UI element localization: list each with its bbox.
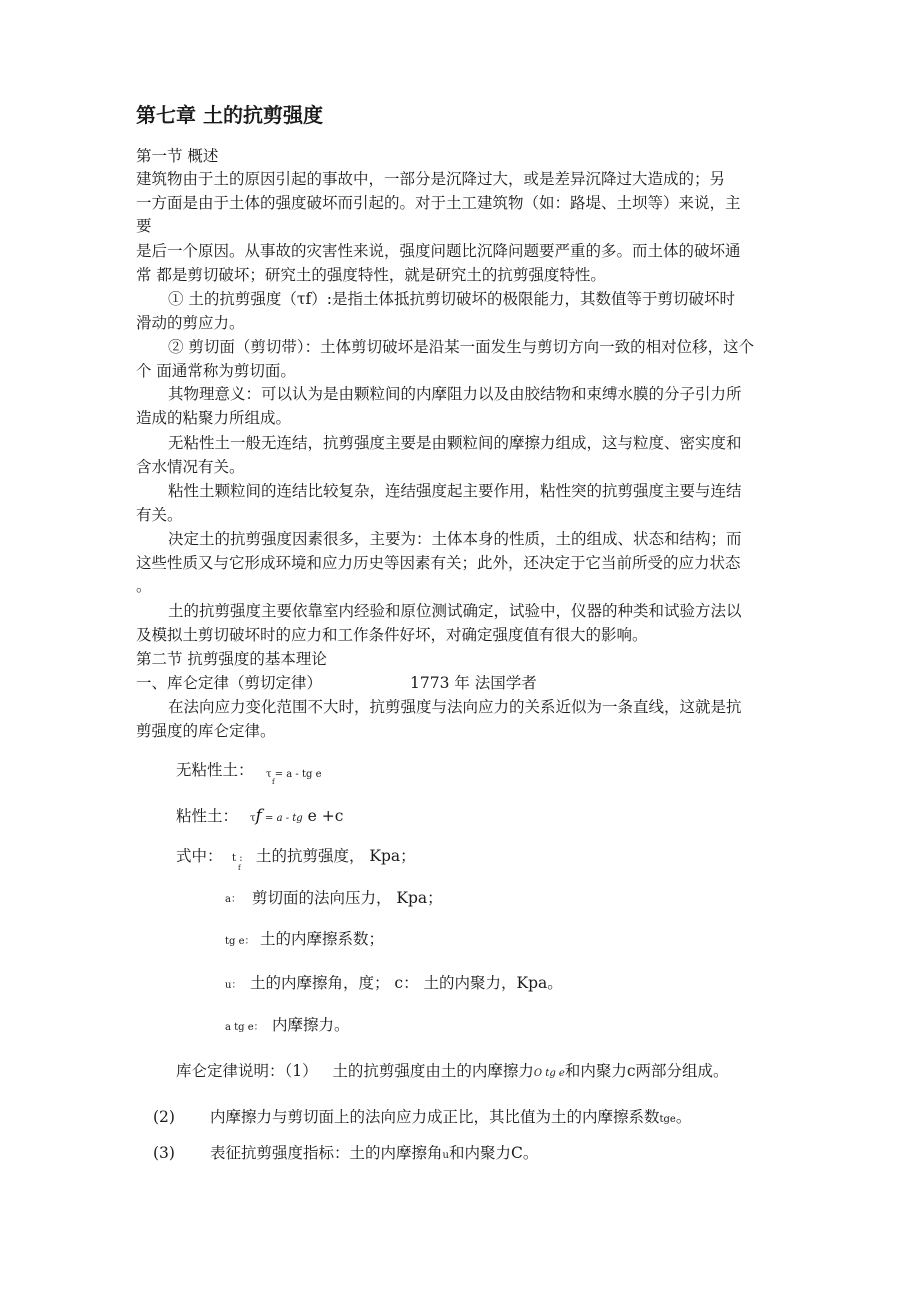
where-label: 式中： <box>176 847 223 865</box>
coulomb-law-heading: 一、库仑定律（剪切定律） <box>136 674 323 692</box>
item-2-end: 。 <box>675 1108 692 1126</box>
definition-shear-strength: ① 土的抗剪强度（τf）:是指土体抵抗剪切破坏的极限能力，其数值等于剪切破坏时 <box>168 290 735 308</box>
section1-heading: 第一节 概述 <box>136 147 219 165</box>
paragraph-line: 是后一个原因。从事故的灾害性来说，强度问题比沉降问题要严重的多。而土体的破坏通 <box>136 242 741 260</box>
paragraph-line: 要 <box>136 217 152 235</box>
paragraph-line: 一方面是由于土体的强度破坏而引起的。对于土工建筑物（如：路堤、土坝等）来说，主 <box>136 194 741 212</box>
item-3-symbol: u <box>442 1150 449 1161</box>
paragraph-line: 及模拟土剪切破坏时的应力和工作条件好坏，对确定强度值有很大的影响。 <box>136 626 648 644</box>
paragraph-line: 在法向应力变化范围不大时，抗剪强度与法向应力的关系近似为一条直线，这就是抗 <box>168 698 742 716</box>
paragraph-line: 。 <box>136 577 152 595</box>
formula-cohesionless-subscript: f <box>272 778 275 786</box>
paragraph-line: 其物理意义：可以认为是由颗粒间的内摩阻力以及由胶结物和束缚水膜的分子引力所 <box>168 385 742 403</box>
coulomb-explain-3 <box>210 1143 538 1166</box>
formula-cohesive-expr: = a - tg <box>261 813 303 824</box>
coulomb-explain-1 <box>176 1061 729 1084</box>
def-friction-force: 内摩擦力。 <box>272 1016 350 1034</box>
tau-symbol: τ <box>250 813 256 824</box>
paragraph-line: 个 面通常称为剪切面。 <box>136 362 296 380</box>
f-symbol: f <box>255 806 262 826</box>
paragraph-line: 造成的粘聚力所组成。 <box>136 409 292 427</box>
def-normal-pressure: 剪切面的法向压力， Kpa； <box>252 889 443 907</box>
paragraph-line: 有关。 <box>136 506 183 524</box>
explain-text: 土的抗剪强度由土的内摩擦力 <box>332 1062 534 1080</box>
paragraph-line: 含水情况有关。 <box>136 458 245 476</box>
formula-cohesive <box>250 806 343 829</box>
def-friction-angle-cohesion: 土的内摩擦角，度； c： 土的内聚力，Kpa。 <box>250 974 563 992</box>
def-friction-coefficient: 土的内摩擦系数； <box>260 930 385 948</box>
def-tg-symbol: tg e： <box>225 936 255 947</box>
def-u-symbol: u： <box>225 980 242 991</box>
def-shear-strength: 土的抗剪强度， Kpa； <box>256 847 416 865</box>
paragraph-line: 土的抗剪强度主要依靠室内经验和原位测试确定，试验中，仪器的种类和试验方法以 <box>168 602 742 620</box>
coulomb-explain-2 <box>210 1107 691 1130</box>
where-tau-subscript: f <box>238 864 241 872</box>
paragraph-line: 常 都是剪切破坏；研究土的强度特性，就是研究土的抗剪强度特性。 <box>136 266 606 284</box>
paragraph-line: 无粘性土一般无连结，抗剪强度主要是由颗粒间的摩擦力组成，这与粒度、密实度和 <box>168 434 742 452</box>
item-3-number: (3) <box>153 1144 175 1162</box>
formula-cohesionless-expr: τ = a - tg e <box>266 769 322 780</box>
paragraph-line: 粘性土颗粒间的连结比较复杂，连结强度起主要作用，粘性突的抗剪强度主要与连结 <box>168 482 742 500</box>
formula-cohesionless-label: 无粘性土： <box>176 761 254 779</box>
where-tau-symbol: t : <box>232 853 243 864</box>
paragraph-line: 剪强度的库仑定律。 <box>136 722 276 740</box>
definition-shear-plane: ② 剪切面（剪切带）：土体剪切破坏是沿某一面发生与剪切方向一致的相对位移，这个 <box>168 338 755 356</box>
item-3-text: 表征抗剪强度指标：土的内摩擦角 <box>210 1144 443 1162</box>
item-2-symbol: tge <box>659 1114 676 1125</box>
chapter-title: 第七章 土的抗剪强度 <box>136 103 323 127</box>
paragraph-line: 这些性质又与它形成环境和应力历史等因素有关；此外，还决定于它当前所受的应力状态 <box>136 554 741 572</box>
def-a-symbol: a： <box>225 894 241 905</box>
paragraph-line: 滑动的剪应力。 <box>136 314 245 332</box>
explain-rest: 和内聚力c两部分组成。 <box>564 1062 729 1080</box>
item-2-text: 内摩擦力与剪切面上的法向应力成正比，其比值为土的内摩擦系数 <box>210 1108 660 1126</box>
paragraph-line: 决定土的抗剪强度因素很多，主要为：土体本身的性质，土的组成、状态和结构；而 <box>168 530 742 548</box>
def-atg-symbol: a tg e： <box>225 1022 264 1033</box>
coulomb-law-note: 1773 年 法国学者 <box>410 674 537 692</box>
explain-label: 库仑定律说明：（1） <box>176 1062 318 1080</box>
formula-cohesive-tail: e +c <box>302 807 344 825</box>
paragraph-line: 建筑物由于土的原因引起的事故中，一部分是沉降过大，或是差异沉降过大造成的；另 <box>136 170 726 188</box>
formula-cohesive-label: 粘性土： <box>176 807 239 825</box>
explain-symbol: O tg e <box>533 1068 565 1079</box>
item-2-number: (2) <box>153 1108 175 1126</box>
item-3-end: 和内聚力C。 <box>448 1144 539 1162</box>
section2-heading: 第二节 抗剪强度的基本理论 <box>136 650 327 668</box>
